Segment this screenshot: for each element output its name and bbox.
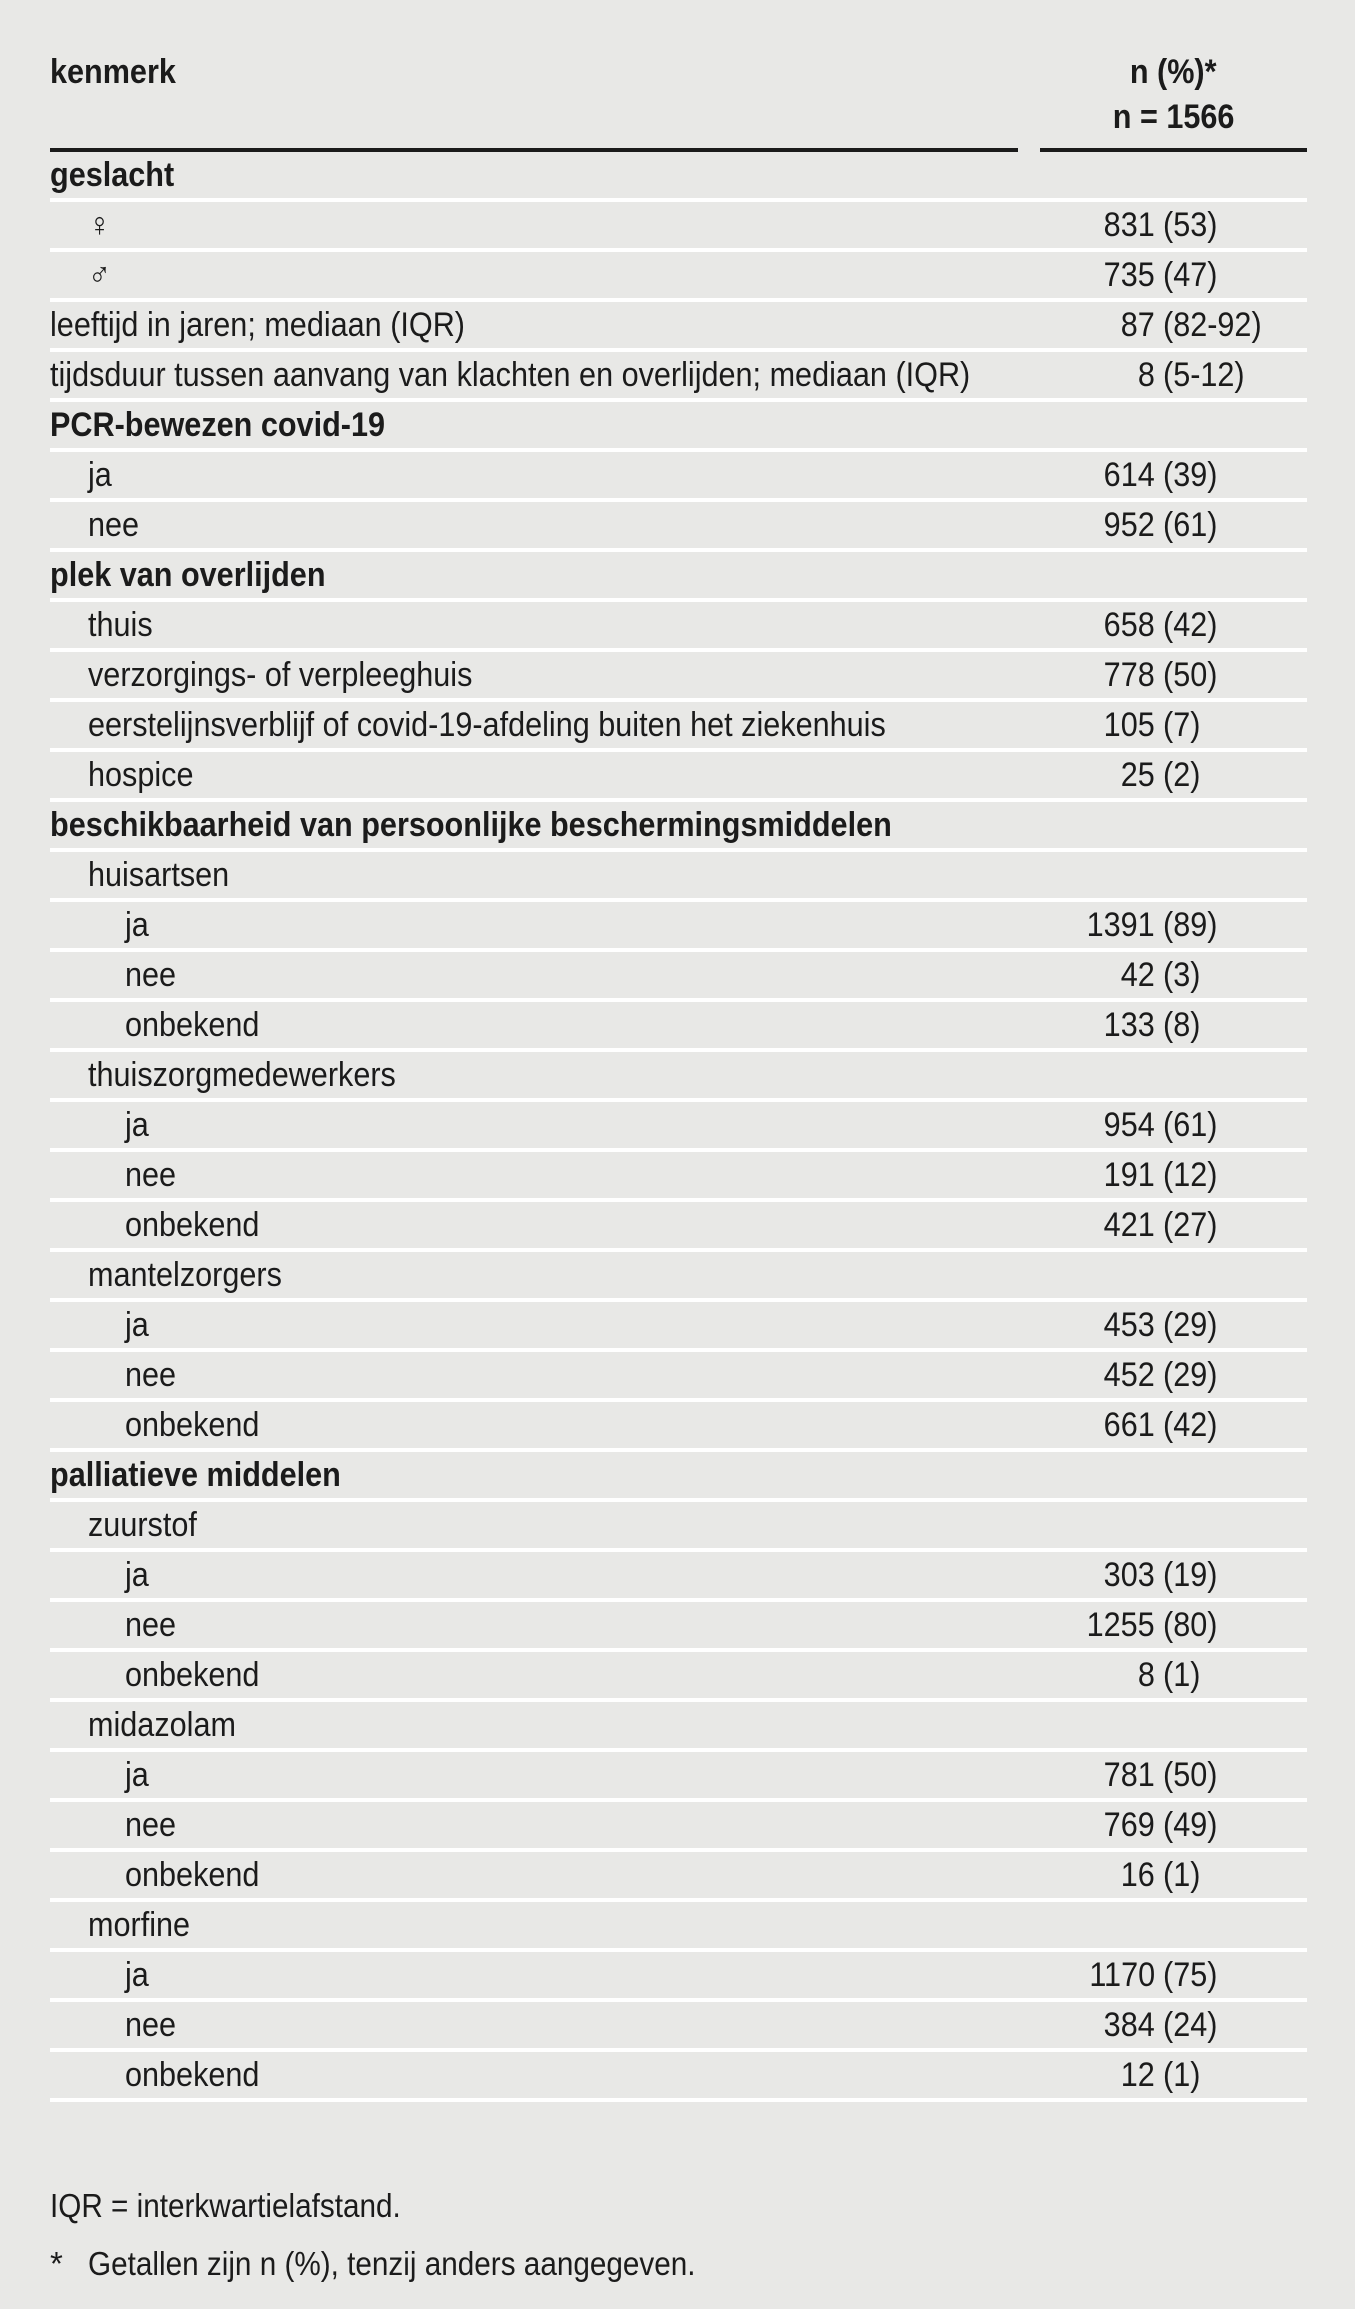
row-value-n: 105 bbox=[1103, 706, 1155, 744]
row-label: leeftijd in jaren; mediaan (IQR) bbox=[50, 306, 465, 344]
row-label: eerstelijnsverblijf of covid-19-afdeling buiten het ziekenhuis bbox=[88, 706, 886, 744]
table-row bbox=[50, 302, 1307, 352]
row-value-pct: (27) bbox=[1163, 1206, 1218, 1244]
row-value-pct bbox=[1163, 554, 1307, 596]
row-value-pct: (53) bbox=[1163, 206, 1218, 244]
header-rule-right-segment bbox=[1040, 148, 1307, 152]
column-header-n-label: n (%)* bbox=[1130, 53, 1217, 91]
row-value-n: 781 bbox=[1103, 1756, 1155, 1794]
row-label: ja bbox=[125, 1956, 149, 1994]
table-row bbox=[50, 1502, 1307, 1552]
row-value-pct: (82-92) bbox=[1163, 306, 1262, 344]
row-label: thuis bbox=[88, 606, 153, 644]
row-value-pct: (19) bbox=[1163, 1556, 1218, 1594]
row-label: nee bbox=[125, 1606, 177, 1644]
row-value-pct: (50) bbox=[1163, 1756, 1218, 1794]
row-label: midazolam bbox=[88, 1706, 236, 1744]
table-row bbox=[50, 1152, 1307, 1202]
row-value-n: 25 bbox=[1120, 756, 1155, 794]
row-value-pct: (47) bbox=[1163, 256, 1218, 294]
table-row bbox=[50, 352, 1307, 402]
row-label: ♀ bbox=[88, 206, 111, 244]
row-value bbox=[1047, 1004, 1307, 1046]
row-value-pct: (61) bbox=[1163, 506, 1218, 544]
column-header-kenmerk-label: kenmerk bbox=[50, 53, 176, 91]
footnote-iqr bbox=[50, 2186, 1307, 2226]
row-value bbox=[1047, 904, 1307, 946]
row-value bbox=[1047, 1854, 1307, 1896]
row-value-n: 303 bbox=[1103, 1556, 1155, 1594]
row-value bbox=[1047, 604, 1307, 646]
footnote-asterisk-text: Getallen zijn n (%), tenzij anders aangegeven. bbox=[88, 2245, 696, 2282]
row-value bbox=[1047, 1554, 1307, 1596]
row-label: ja bbox=[125, 1756, 149, 1794]
row-value-n: 658 bbox=[1103, 606, 1155, 644]
header-rule-left-segment bbox=[50, 148, 1018, 152]
row-value bbox=[1047, 504, 1307, 546]
row-value-n: 661 bbox=[1103, 1406, 1155, 1444]
row-label: ♂ bbox=[88, 256, 111, 294]
row-value-pct: (24) bbox=[1163, 2006, 1218, 2044]
table-row bbox=[50, 1802, 1307, 1852]
table-row bbox=[50, 2002, 1307, 2052]
row-label: palliatieve middelen bbox=[50, 1456, 341, 1494]
row-value-n bbox=[1047, 1454, 1155, 1496]
row-label: onbekend bbox=[125, 1206, 260, 1244]
row-value-n bbox=[1047, 404, 1155, 446]
table-content bbox=[50, 0, 1307, 2302]
footnote-asterisk-marker: * bbox=[50, 2245, 63, 2282]
table-row bbox=[50, 652, 1307, 702]
row-value-n bbox=[1047, 804, 1155, 846]
row-value-n: 778 bbox=[1103, 656, 1155, 694]
row-value bbox=[1047, 154, 1307, 196]
row-label: verzorgings- of verpleeghuis bbox=[88, 656, 473, 694]
row-value-pct bbox=[1163, 1704, 1307, 1746]
row-value bbox=[1047, 454, 1307, 496]
table-row bbox=[50, 2052, 1307, 2102]
table-row bbox=[50, 902, 1307, 952]
row-label: nee bbox=[125, 1356, 177, 1394]
table-row bbox=[50, 202, 1307, 252]
row-label: morfine bbox=[88, 1906, 191, 1944]
row-value-pct bbox=[1163, 154, 1307, 196]
row-value bbox=[1047, 1404, 1307, 1446]
row-value-n: 1170 bbox=[1089, 1956, 1155, 1994]
row-value-pct bbox=[1163, 404, 1307, 446]
row-value bbox=[1047, 1354, 1307, 1396]
row-value-n: 452 bbox=[1103, 1356, 1155, 1394]
column-header-n bbox=[1040, 50, 1307, 140]
table-row bbox=[50, 402, 1307, 452]
row-value-n: 8 bbox=[1137, 356, 1155, 394]
row-value-n: 453 bbox=[1103, 1306, 1155, 1344]
row-label: ja bbox=[125, 1556, 149, 1594]
row-value-pct: (12) bbox=[1163, 1156, 1218, 1194]
row-value-pct: (39) bbox=[1163, 456, 1218, 494]
row-value-n bbox=[1047, 154, 1155, 196]
row-value-pct bbox=[1163, 804, 1307, 846]
row-value-n: 133 bbox=[1103, 1006, 1155, 1044]
row-value-n bbox=[1047, 554, 1155, 596]
row-label: ja bbox=[125, 906, 149, 944]
row-value bbox=[1047, 1304, 1307, 1346]
table-header bbox=[50, 0, 1307, 148]
table-row bbox=[50, 1652, 1307, 1702]
row-label: ja bbox=[88, 456, 112, 494]
row-value-n: 384 bbox=[1103, 2006, 1155, 2044]
row-value-n: 831 bbox=[1103, 206, 1155, 244]
row-label: onbekend bbox=[125, 1656, 260, 1694]
table-row bbox=[50, 1452, 1307, 1502]
row-value-n: 87 bbox=[1120, 306, 1155, 344]
row-label: mantelzorgers bbox=[88, 1256, 282, 1294]
row-value-pct: (5-12) bbox=[1163, 356, 1245, 394]
row-value-pct: (42) bbox=[1163, 1406, 1218, 1444]
row-label: nee bbox=[125, 1806, 177, 1844]
row-value-pct: (50) bbox=[1163, 656, 1218, 694]
row-value-pct: (80) bbox=[1163, 1606, 1218, 1644]
row-value-n: 1391 bbox=[1086, 906, 1155, 944]
table-row bbox=[50, 1352, 1307, 1402]
row-value bbox=[1047, 1104, 1307, 1146]
row-value-n bbox=[1047, 1704, 1155, 1746]
table-row bbox=[50, 1852, 1307, 1902]
table-row bbox=[50, 1302, 1307, 1352]
row-value bbox=[1047, 554, 1307, 596]
row-value-n bbox=[1047, 1904, 1155, 1946]
row-value-n: 614 bbox=[1103, 456, 1155, 494]
row-label: hospice bbox=[88, 756, 194, 794]
row-label: plek van overlijden bbox=[50, 556, 326, 594]
footnote-iqr-text: IQR = interkwartielafstand. bbox=[50, 2187, 401, 2224]
row-label: huisartsen bbox=[88, 856, 230, 894]
row-value-n: 8 bbox=[1137, 1656, 1155, 1694]
table-row bbox=[50, 752, 1307, 802]
row-value bbox=[1047, 1804, 1307, 1846]
table-row bbox=[50, 702, 1307, 752]
row-value-pct bbox=[1163, 1904, 1307, 1946]
table-row bbox=[50, 1102, 1307, 1152]
table-row bbox=[50, 1602, 1307, 1652]
row-label: ja bbox=[125, 1306, 149, 1344]
table-row bbox=[50, 1252, 1307, 1302]
row-value-pct bbox=[1163, 1054, 1307, 1096]
row-value bbox=[1047, 954, 1307, 996]
row-value bbox=[1047, 2004, 1307, 2046]
row-value bbox=[1047, 1254, 1307, 1296]
row-value-n: 735 bbox=[1103, 256, 1155, 294]
row-label: thuiszorgmedewerkers bbox=[88, 1056, 396, 1094]
row-value bbox=[1047, 1154, 1307, 1196]
row-label: PCR-bewezen covid-19 bbox=[50, 406, 385, 444]
row-value bbox=[1047, 404, 1307, 446]
row-value bbox=[1047, 1954, 1307, 1996]
row-label: onbekend bbox=[125, 2056, 260, 2094]
row-value-n bbox=[1047, 1054, 1155, 1096]
row-value bbox=[1047, 654, 1307, 696]
table-row bbox=[50, 152, 1307, 202]
row-value-pct bbox=[1163, 854, 1307, 896]
row-value bbox=[1047, 1904, 1307, 1946]
row-value-n: 12 bbox=[1120, 2056, 1155, 2094]
table-row bbox=[50, 1402, 1307, 1452]
footnote-asterisk bbox=[50, 2244, 1307, 2284]
row-value-n: 42 bbox=[1120, 956, 1155, 994]
table-row bbox=[50, 1952, 1307, 2002]
row-value-n: 1255 bbox=[1086, 1606, 1155, 1644]
table-row bbox=[50, 1052, 1307, 1102]
row-value-pct: (1) bbox=[1163, 1856, 1201, 1894]
row-value-pct bbox=[1163, 1454, 1307, 1496]
row-label: onbekend bbox=[125, 1406, 260, 1444]
row-value-pct: (49) bbox=[1163, 1806, 1218, 1844]
row-value bbox=[1047, 1454, 1307, 1496]
row-value bbox=[1047, 2054, 1307, 2096]
row-value bbox=[1047, 804, 1307, 846]
table-row bbox=[50, 952, 1307, 1002]
header-rule bbox=[50, 148, 1307, 152]
row-value bbox=[1047, 854, 1307, 896]
row-value bbox=[1047, 754, 1307, 796]
row-value-n: 191 bbox=[1103, 1156, 1155, 1194]
table-row bbox=[50, 1552, 1307, 1602]
row-value bbox=[1047, 1654, 1307, 1696]
row-value-pct: (89) bbox=[1163, 906, 1218, 944]
row-label: nee bbox=[125, 956, 177, 994]
row-label: nee bbox=[125, 1156, 177, 1194]
row-value bbox=[1047, 1754, 1307, 1796]
row-value-n: 421 bbox=[1103, 1206, 1155, 1244]
row-label: nee bbox=[125, 2006, 177, 2044]
column-header-kenmerk bbox=[50, 50, 1040, 95]
row-value-pct bbox=[1163, 1254, 1307, 1296]
table-row bbox=[50, 452, 1307, 502]
table-row bbox=[50, 552, 1307, 602]
row-value-pct: (8) bbox=[1163, 1006, 1201, 1044]
row-value bbox=[1047, 1054, 1307, 1096]
row-value-pct: (75) bbox=[1163, 1956, 1218, 1994]
table-body bbox=[50, 152, 1307, 2102]
column-header-n-total: n = 1566 bbox=[1112, 98, 1235, 136]
row-label: onbekend bbox=[125, 1006, 260, 1044]
footnotes bbox=[50, 2186, 1307, 2284]
table-row bbox=[50, 1002, 1307, 1052]
row-value-n: 769 bbox=[1103, 1806, 1155, 1844]
table-row bbox=[50, 852, 1307, 902]
table-row bbox=[50, 252, 1307, 302]
row-value-n: 954 bbox=[1103, 1106, 1155, 1144]
row-value-pct: (7) bbox=[1163, 706, 1201, 744]
row-value-pct: (42) bbox=[1163, 606, 1218, 644]
row-value bbox=[1047, 204, 1307, 246]
row-value bbox=[1047, 1204, 1307, 1246]
table-row bbox=[50, 1702, 1307, 1752]
row-value bbox=[1047, 254, 1307, 296]
row-value-pct: (1) bbox=[1163, 2056, 1201, 2094]
row-value-n bbox=[1047, 1504, 1155, 1546]
row-value-pct bbox=[1163, 1504, 1307, 1546]
row-value-pct: (29) bbox=[1163, 1306, 1218, 1344]
row-value bbox=[1047, 704, 1307, 746]
row-value-pct: (61) bbox=[1163, 1106, 1218, 1144]
row-value bbox=[1047, 354, 1307, 396]
table-row bbox=[50, 602, 1307, 652]
row-value-pct: (29) bbox=[1163, 1356, 1218, 1394]
row-label: beschikbaarheid van persoonlijke beschermingsmiddelen bbox=[50, 806, 892, 844]
row-value-n: 16 bbox=[1120, 1856, 1155, 1894]
row-value-pct: (1) bbox=[1163, 1656, 1201, 1694]
row-value-n bbox=[1047, 1254, 1155, 1296]
table-row bbox=[50, 502, 1307, 552]
table-row bbox=[50, 1902, 1307, 1952]
row-value bbox=[1047, 304, 1307, 346]
row-label: zuurstof bbox=[88, 1506, 197, 1544]
table-row bbox=[50, 1752, 1307, 1802]
row-label: onbekend bbox=[125, 1856, 260, 1894]
row-label: ja bbox=[125, 1106, 149, 1144]
row-value-pct: (3) bbox=[1163, 956, 1201, 994]
row-label: geslacht bbox=[50, 156, 175, 194]
row-value bbox=[1047, 1504, 1307, 1546]
row-label: nee bbox=[88, 506, 140, 544]
row-value-n bbox=[1047, 854, 1155, 896]
row-label: tijdsduur tussen aanvang van klachten en overlijden; mediaan (IQR) bbox=[50, 356, 971, 394]
table-row bbox=[50, 802, 1307, 852]
row-value bbox=[1047, 1604, 1307, 1646]
row-value-n: 952 bbox=[1103, 506, 1155, 544]
row-value bbox=[1047, 1704, 1307, 1746]
row-value-pct: (2) bbox=[1163, 756, 1201, 794]
table-row bbox=[50, 1202, 1307, 1252]
